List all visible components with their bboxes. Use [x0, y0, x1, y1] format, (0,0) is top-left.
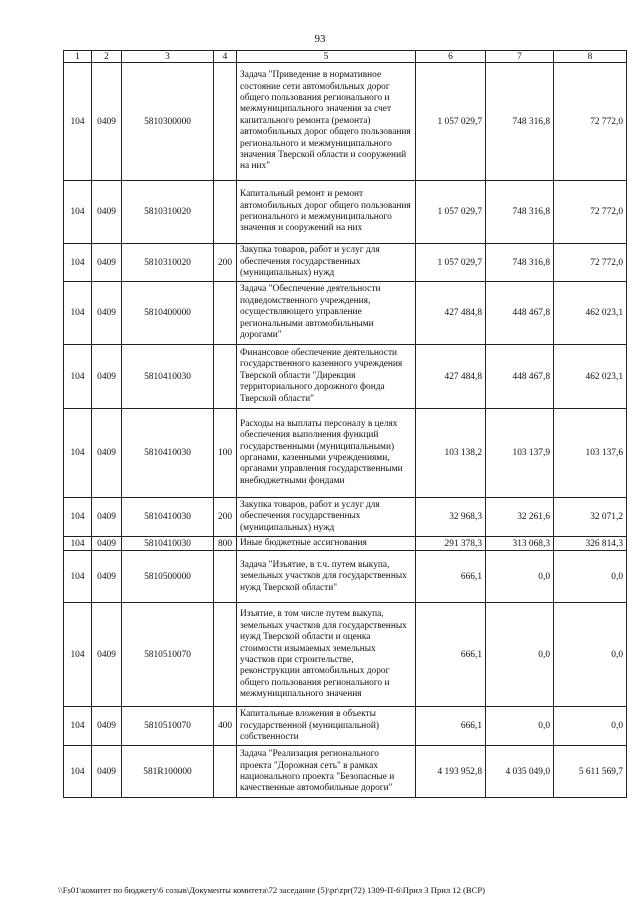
cell-expense-type: 800 [214, 537, 237, 551]
cell-amount-year-3: 326 814,3 [554, 537, 627, 551]
cell-description: Финансовое обеспечение деятельности государственного казенного учреждения Тверской области "Дирекция территориального дорожного фонда Тверской области" [237, 345, 416, 409]
table-row [64, 603, 627, 707]
table-row [64, 282, 627, 345]
cell-description: Капитальные вложения в объекты государственной (муниципальной) собственности [237, 707, 416, 746]
cell-description: Изъятие, в том числе путем выкупа, земельных участков для государственных нужд Тверской области и оценка стоимости изымаемых земельных участков при строительстве, реконструкции автомобильных дорог общего пользования регионального и межмуниципального значения [237, 603, 416, 707]
cell-ministry-code: 104 [64, 551, 92, 603]
cell-amount-year-2: 0,0 [486, 551, 554, 603]
cell-amount-year-3: 32 071,2 [554, 498, 627, 537]
cell-target-article: 5810410030 [122, 409, 214, 498]
column-header: 8 [554, 51, 627, 63]
cell-ministry-code: 104 [64, 181, 92, 244]
cell-expense-type [214, 345, 237, 409]
cell-amount-year-2: 0,0 [486, 707, 554, 746]
cell-amount-year-2: 4 035 049,0 [486, 746, 554, 798]
column-header: 2 [92, 51, 122, 63]
cell-section-code: 0409 [92, 707, 122, 746]
cell-target-article: 5810410030 [122, 498, 214, 537]
cell-section-code: 0409 [92, 181, 122, 244]
column-header: 1 [64, 51, 92, 63]
table-row [64, 537, 627, 551]
cell-ministry-code: 104 [64, 282, 92, 345]
cell-target-article: 5810500000 [122, 551, 214, 603]
table-row [64, 707, 627, 746]
cell-target-article: 5810410030 [122, 345, 214, 409]
cell-ministry-code: 104 [64, 409, 92, 498]
cell-ministry-code: 104 [64, 244, 92, 282]
cell-target-article: 5810510070 [122, 603, 214, 707]
cell-amount-year-3: 0,0 [554, 707, 627, 746]
cell-target-article: 5810310020 [122, 244, 214, 282]
cell-amount-year-3: 72 772,0 [554, 63, 627, 181]
column-header: 3 [122, 51, 214, 63]
cell-ministry-code: 104 [64, 746, 92, 798]
cell-amount-year-2: 313 068,3 [486, 537, 554, 551]
cell-amount-year-1: 1 057 029,7 [416, 63, 486, 181]
cell-amount-year-1: 427 484,8 [416, 345, 486, 409]
cell-description: Расходы на выплаты персоналу в целях обеспечения выполнения функций государственными (муниципальными) органами, казенными учреждениями, органами управления государственными внебюджетными фондами [237, 409, 416, 498]
page-number: 93 [314, 33, 326, 45]
cell-target-article: 5810510070 [122, 707, 214, 746]
cell-amount-year-3: 0,0 [554, 551, 627, 603]
cell-description: Закупка товаров, работ и услуг для обеспечения государственных (муниципальных) нужд [237, 498, 416, 537]
cell-section-code: 0409 [92, 746, 122, 798]
cell-section-code: 0409 [92, 537, 122, 551]
cell-expense-type [214, 282, 237, 345]
table-row [64, 63, 627, 181]
table-row [64, 345, 627, 409]
table-row [64, 498, 627, 537]
cell-target-article: 5810400000 [122, 282, 214, 345]
cell-amount-year-3: 0,0 [554, 603, 627, 707]
cell-amount-year-2: 448 467,8 [486, 345, 554, 409]
cell-ministry-code: 104 [64, 603, 92, 707]
cell-expense-type [214, 746, 237, 798]
cell-amount-year-2: 748 316,8 [486, 181, 554, 244]
cell-target-article: 5810300000 [122, 63, 214, 181]
cell-amount-year-3: 5 611 569,7 [554, 746, 627, 798]
cell-amount-year-3: 72 772,0 [554, 181, 627, 244]
cell-amount-year-1: 32 968,3 [416, 498, 486, 537]
cell-expense-type [214, 603, 237, 707]
cell-expense-type [214, 181, 237, 244]
cell-section-code: 0409 [92, 345, 122, 409]
column-header: 4 [214, 51, 237, 63]
cell-amount-year-1: 1 057 029,7 [416, 181, 486, 244]
cell-description: Задача "Изъятие, в т.ч. путем выкупа, земельных участков для государственных нужд Тверской области" [237, 551, 416, 603]
cell-amount-year-3: 462 023,1 [554, 282, 627, 345]
cell-target-article: 581R100000 [122, 746, 214, 798]
cell-amount-year-3: 72 772,0 [554, 244, 627, 282]
table-row [64, 181, 627, 244]
cell-amount-year-2: 103 137,9 [486, 409, 554, 498]
cell-description: Задача "Обеспечение деятельности подведомственного учреждения, осуществляющего управление региональными автомобильными дорогами" [237, 282, 416, 345]
column-header: 5 [237, 51, 416, 63]
cell-amount-year-2: 448 467,8 [486, 282, 554, 345]
cell-ministry-code: 104 [64, 63, 92, 181]
cell-expense-type: 200 [214, 244, 237, 282]
cell-amount-year-1: 103 138,2 [416, 409, 486, 498]
cell-amount-year-2: 748 316,8 [486, 63, 554, 181]
cell-amount-year-3: 462 023,1 [554, 345, 627, 409]
cell-expense-type [214, 63, 237, 181]
cell-amount-year-1: 666,1 [416, 707, 486, 746]
cell-section-code: 0409 [92, 551, 122, 603]
cell-ministry-code: 104 [64, 537, 92, 551]
file-path-footer: \\Fs01\комитет по бюджету\6 созыв\Документы комитета\72 заседание (5)\pr\zpr(72) 1309-П-6\Прил 3 Прил 12 (ВСР) [58, 885, 485, 895]
cell-description: Задача "Реализация регионального проекта "Дорожная сеть" в рамках национального проекта "Безопасные и качественные автомобильные дороги" [237, 746, 416, 798]
cell-expense-type: 200 [214, 498, 237, 537]
cell-amount-year-3: 103 137,6 [554, 409, 627, 498]
cell-amount-year-2: 32 261,6 [486, 498, 554, 537]
table-row [64, 551, 627, 603]
table-row [64, 244, 627, 282]
budget-table [63, 50, 627, 798]
cell-amount-year-1: 666,1 [416, 551, 486, 603]
cell-amount-year-1: 666,1 [416, 603, 486, 707]
cell-amount-year-1: 291 378,3 [416, 537, 486, 551]
cell-description: Закупка товаров, работ и услуг для обеспечения государственных (муниципальных) нужд [237, 244, 416, 282]
cell-section-code: 0409 [92, 244, 122, 282]
table-row [64, 746, 627, 798]
cell-expense-type: 100 [214, 409, 237, 498]
cell-description: Капитальный ремонт и ремонт автомобильных дорог общего пользования регионального и межмуниципального значения и сооружений на них [237, 181, 416, 244]
cell-expense-type [214, 551, 237, 603]
cell-amount-year-1: 427 484,8 [416, 282, 486, 345]
cell-amount-year-1: 4 193 952,8 [416, 746, 486, 798]
cell-section-code: 0409 [92, 603, 122, 707]
table-row [64, 409, 627, 498]
cell-ministry-code: 104 [64, 498, 92, 537]
cell-ministry-code: 104 [64, 707, 92, 746]
column-header: 6 [416, 51, 486, 63]
cell-expense-type: 400 [214, 707, 237, 746]
cell-description: Задача "Приведение в нормативное состояние сети автомобильных дорог общего пользования регионального и межмуниципального значения за счет капитального ремонта (ремонта) автомобильных дорог общего пользования регионального и межмуниципального значения Тверской области и сооружений на них" [237, 63, 416, 181]
cell-description: Иные бюджетные ассигнования [237, 537, 416, 551]
cell-amount-year-2: 0,0 [486, 603, 554, 707]
cell-section-code: 0409 [92, 63, 122, 181]
cell-section-code: 0409 [92, 498, 122, 537]
table-header-row [64, 51, 627, 63]
cell-target-article: 5810410030 [122, 537, 214, 551]
cell-section-code: 0409 [92, 409, 122, 498]
cell-target-article: 5810310020 [122, 181, 214, 244]
cell-section-code: 0409 [92, 282, 122, 345]
cell-amount-year-2: 748 316,8 [486, 244, 554, 282]
column-header: 7 [486, 51, 554, 63]
cell-amount-year-1: 1 057 029,7 [416, 244, 486, 282]
cell-ministry-code: 104 [64, 345, 92, 409]
